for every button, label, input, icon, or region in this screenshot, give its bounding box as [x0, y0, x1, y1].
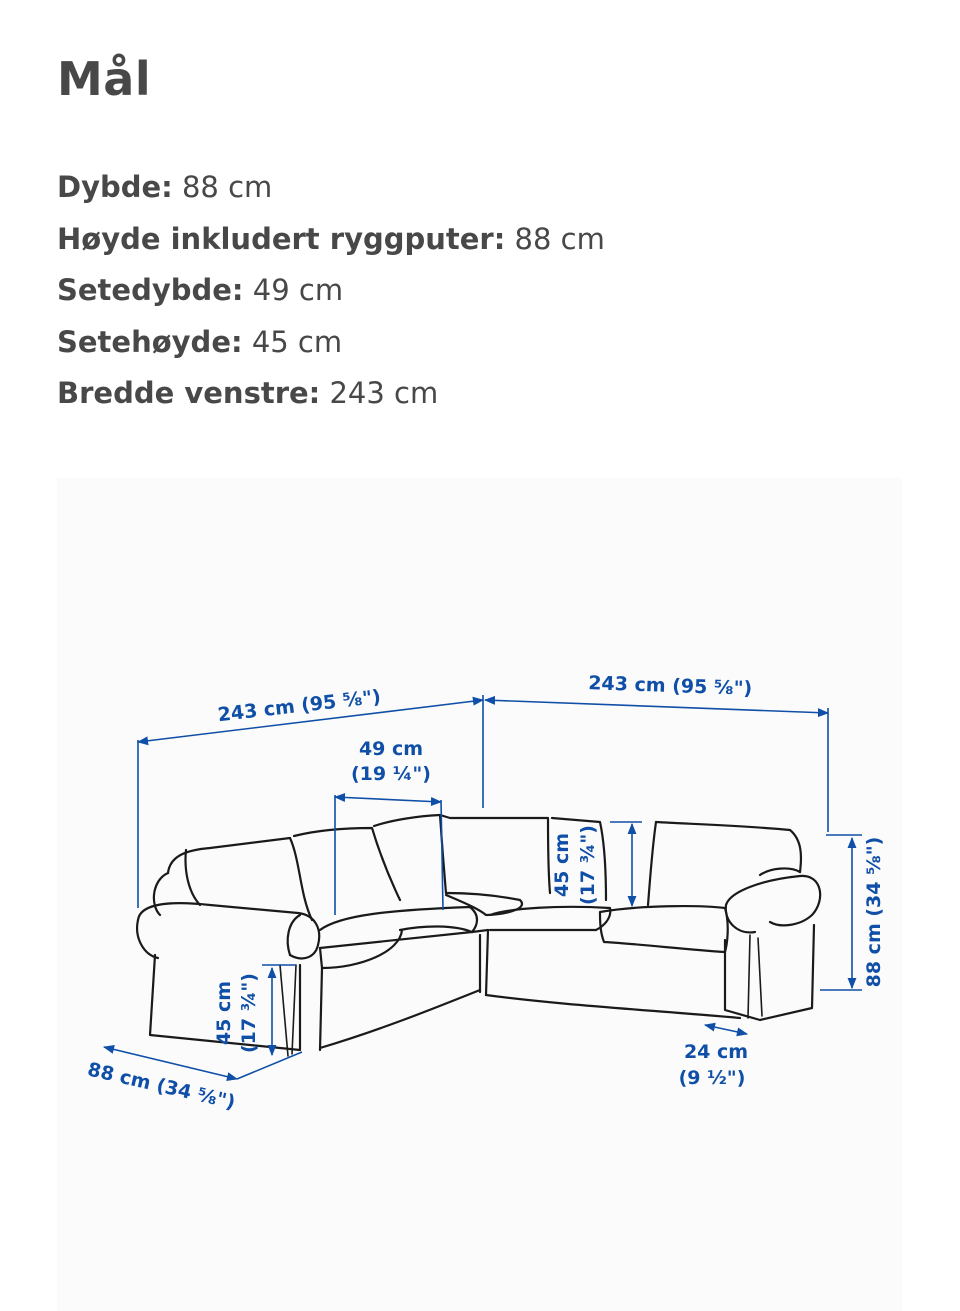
armrest-in-label: (9 ½") — [678, 1067, 746, 1089]
seat-height-right-in-label: (17 ¾") — [577, 825, 599, 905]
dimension-row-width-left — [57, 368, 605, 420]
width-left-label: 243 cm (95 ⅝") — [216, 685, 383, 727]
dimension-row-seat-depth — [57, 265, 605, 317]
seat-height-left-cm-label: 45 cm — [213, 980, 235, 1046]
dimension-label: Bredde venstre: — [57, 376, 321, 410]
dimension-value: 88 cm — [181, 170, 273, 204]
dimension-row-height — [57, 214, 605, 266]
seat-height-right-cm-label: 45 cm — [551, 832, 573, 898]
width-right-label: 243 cm (95 ⅝") — [587, 672, 753, 700]
dimension-value: 45 cm — [251, 324, 343, 359]
dimension-row-depth — [57, 162, 605, 214]
sofa-drawing — [57, 478, 902, 1311]
dimension-label: Setehøyde: — [57, 324, 243, 359]
dimension-label: Dybde: — [57, 170, 173, 204]
dimension-list — [57, 162, 605, 420]
dimension-value: 88 cm — [514, 221, 605, 256]
height-label: 88 cm (34 ⅝") — [863, 836, 885, 988]
dimension-label: Høyde inkludert ryggputer: — [57, 221, 506, 256]
dimension-label: Setedybde: — [57, 273, 244, 307]
seat-depth-cm-label: 49 cm — [358, 738, 424, 760]
depth-label: 88 cm (34 ⅝") — [85, 1058, 238, 1114]
dimension-value: 243 cm — [329, 376, 439, 410]
dimension-value: 49 cm — [252, 273, 344, 307]
seat-height-left-in-label: (17 ¾") — [238, 973, 260, 1053]
page-title: Mål — [57, 52, 152, 106]
armrest-cm-label: 24 cm — [683, 1041, 749, 1063]
seat-depth-in-label: (19 ¼") — [351, 763, 431, 785]
dimension-row-seat-height — [57, 317, 605, 369]
sofa-dimension-illustration — [57, 478, 902, 1311]
